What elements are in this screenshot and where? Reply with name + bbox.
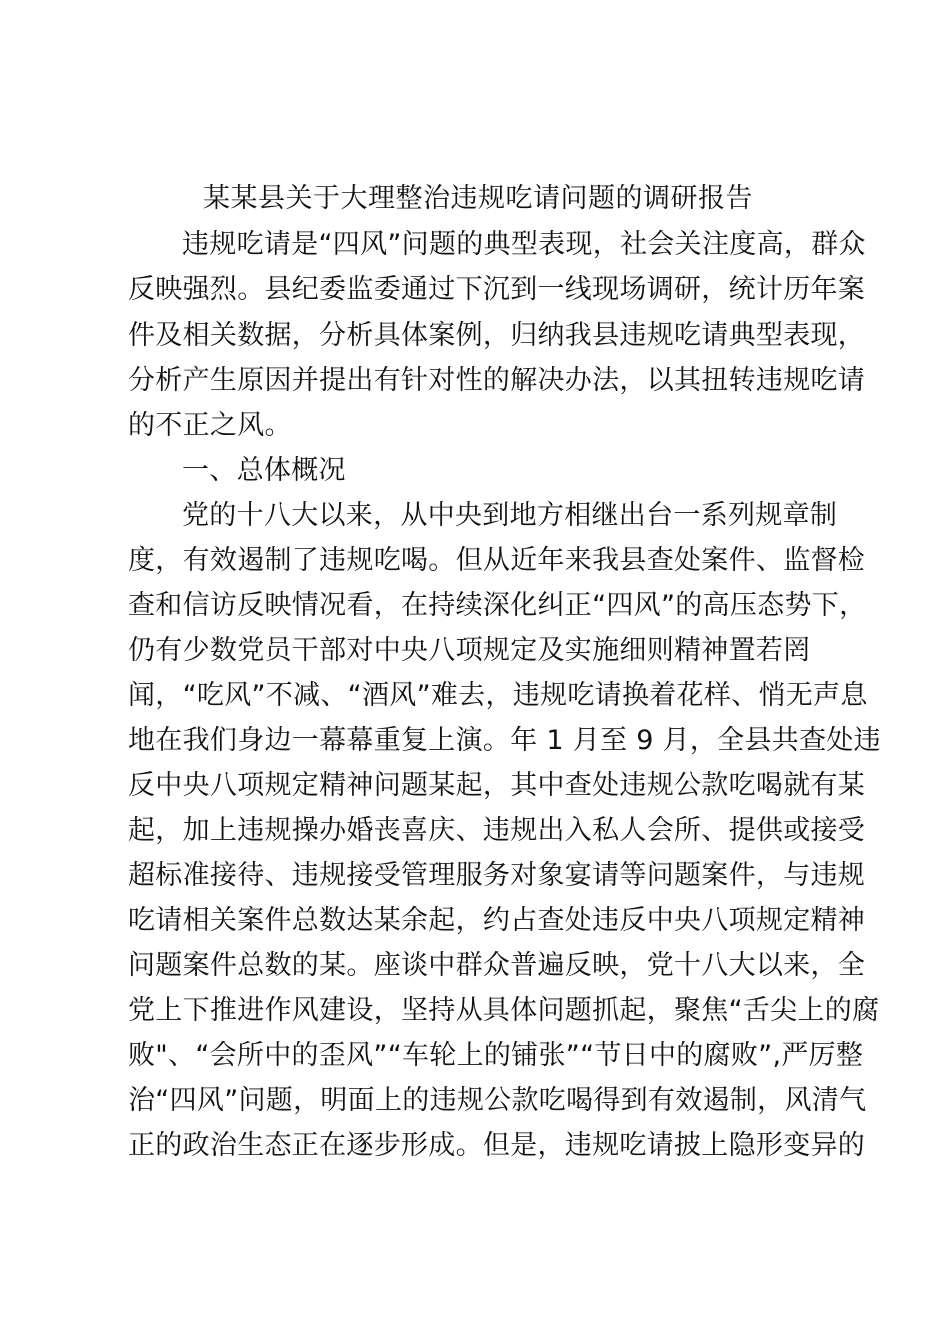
section1-line-13: 败"、“会所中的歪风”“车轮上的铺张”“节日中的腐败”,严厉整 xyxy=(128,1040,864,1071)
intro-line-1: 违规吃请是“四风”问题的典型表现，社会关注度高，群众 xyxy=(182,229,866,260)
section1-line-8: 起，加上违规操办婚丧喜庆、违规出入私人会所、提供或接受 xyxy=(128,815,866,846)
section1-line-14: 治“四风”问题，明面上的违规公款吃喝得到有效遏制，风清气 xyxy=(128,1085,867,1116)
section1-line-11: 问题案件总数的某。座谈中群众普遍反映，党十八大以来，全 xyxy=(128,950,866,981)
section1-line-10: 吃请相关案件总数达某余起，约占查处违反中央八项规定精神 xyxy=(128,905,866,936)
section1-line-4: 仍有少数党员干部对中央八项规定及实施细则精神置若罔 xyxy=(128,635,811,666)
section1-line-9: 超标准接待、违规接受管理服务对象宴请等问题案件，与违规 xyxy=(128,860,866,891)
section1-line-12: 党上下推进作风建设，坚持从具体问题抓起，聚焦“舌尖上的腐 xyxy=(128,995,880,1026)
intro-line-2: 反映强烈。县纪委监委通过下沉到一线现场调研，统计历年案 xyxy=(128,274,866,305)
intro-line-3: 件及相关数据，分析具体案例，归纳我县违规吃请典型表现， xyxy=(128,320,866,351)
section1-line-7: 反中央八项规定精神问题某起，其中查处违规公款吃喝就有某 xyxy=(128,770,866,801)
intro-line-5: 的不正之风。 xyxy=(128,410,292,441)
section1-line-6: 地在我们身边一幕幕重复上演。年 1 月至 9 月，全县共查处违 xyxy=(128,725,881,756)
section1-heading: 一、总体概况 xyxy=(182,455,346,486)
section1-line-15: 正的政治生态正在逐步形成。但是，违规吃请披上隐形变异的 xyxy=(128,1130,866,1161)
section1-line-5: 闻，“吃风”不减、“酒风”难去，违规吃请换着花样、悄无声息 xyxy=(128,680,868,711)
intro-line-4: 分析产生原因并提出有针对性的解决办法，以其扭转违规吃请 xyxy=(128,365,866,396)
section1-line-1: 党的十八大以来，从中央到地方相继出台一系列规章制 xyxy=(182,500,838,531)
document-title: 某某县关于大理整治违规吃请问题的调研报告 xyxy=(203,183,753,214)
section1-line-3: 查和信访反映情况看，在持续深化纠正“四风”的高压态势下， xyxy=(128,590,867,621)
section1-line-2: 度，有效遏制了违规吃喝。但从近年来我县查处案件、监督检 xyxy=(128,545,866,576)
